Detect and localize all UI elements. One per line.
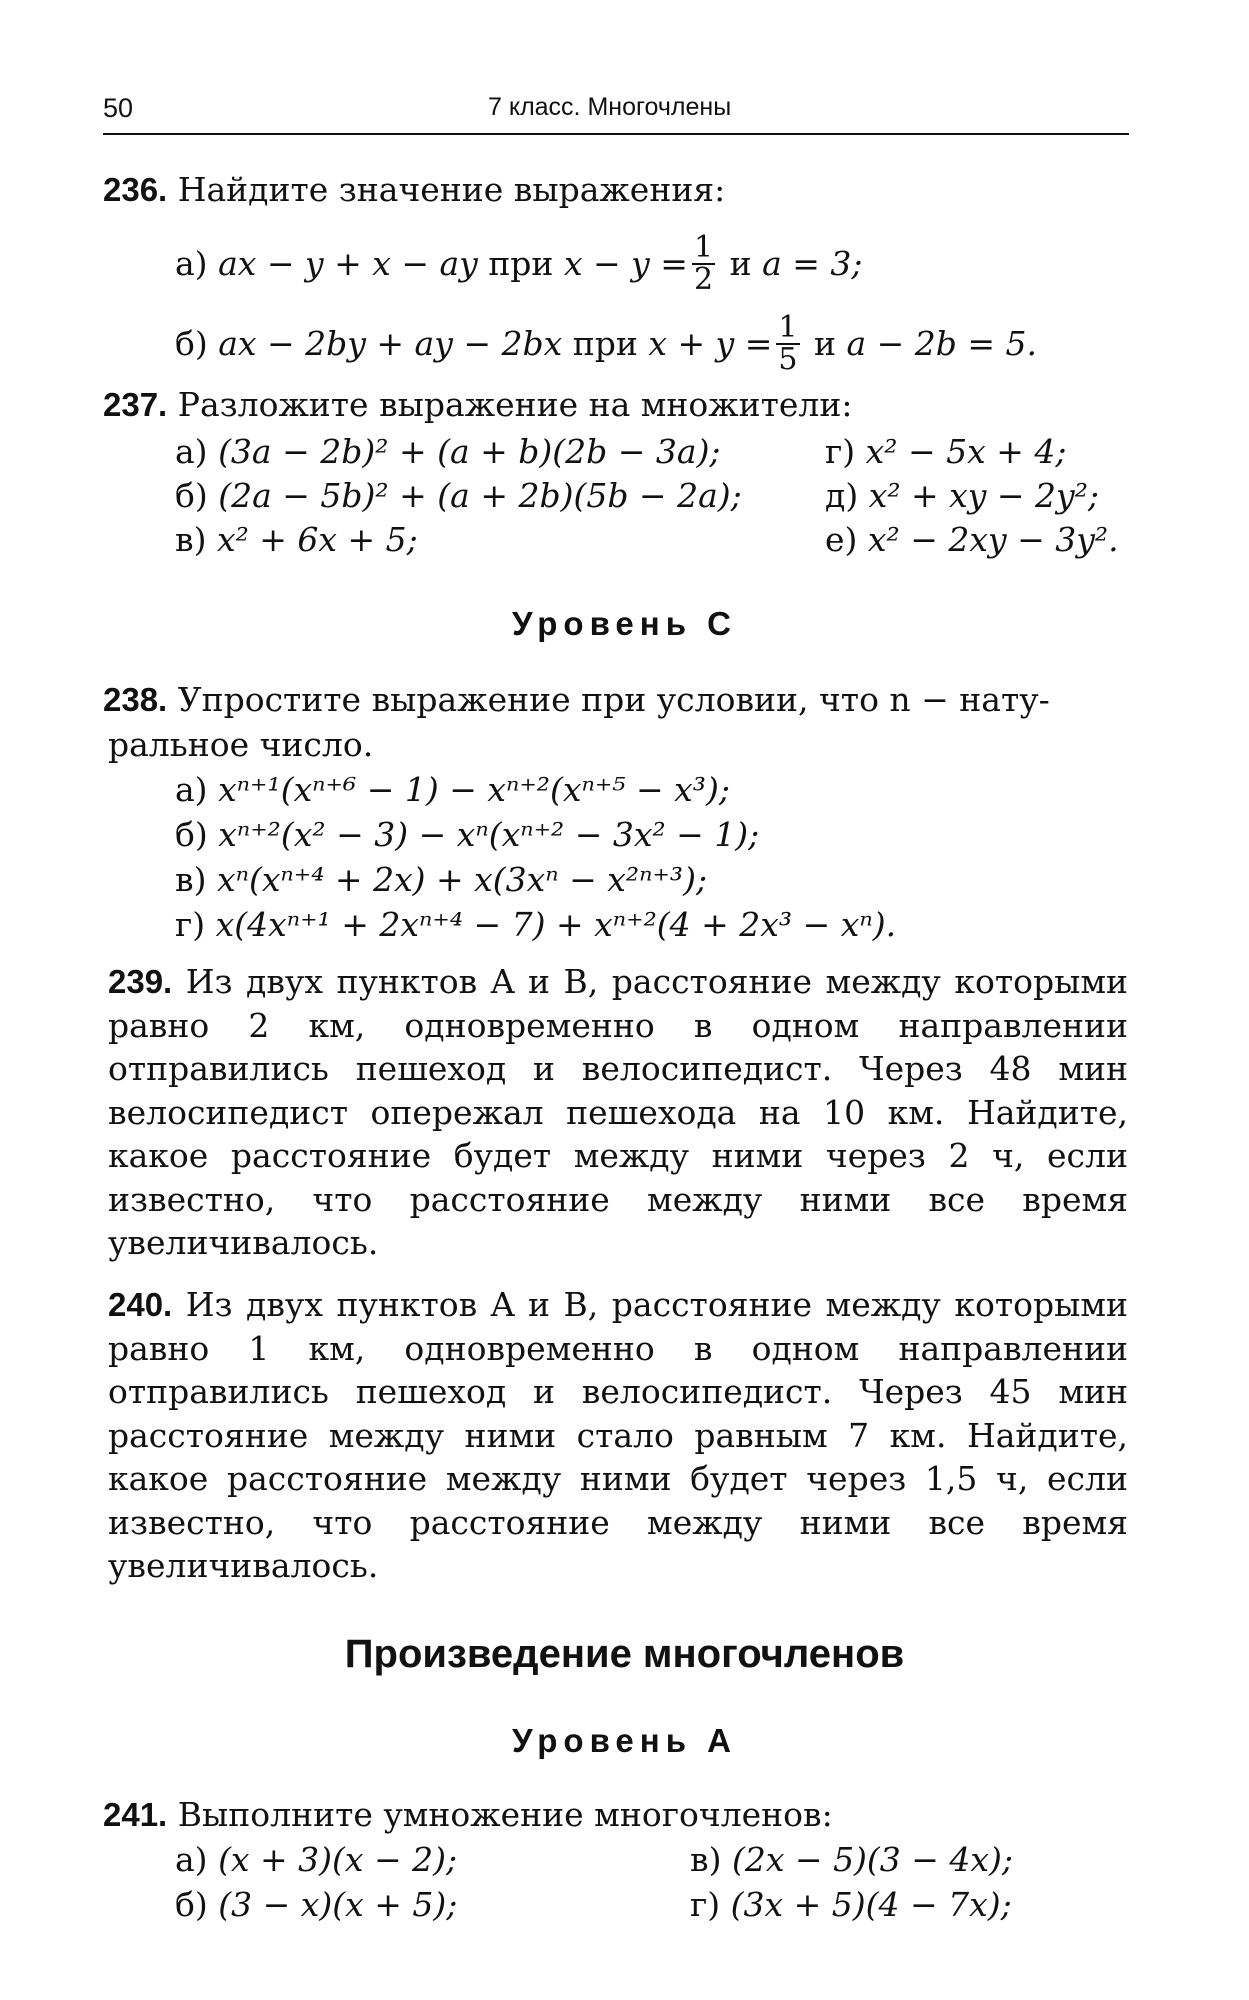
condition-word: при bbox=[488, 244, 554, 283]
fraction-denominator: 5 bbox=[778, 342, 798, 377]
item-label: д) bbox=[825, 476, 859, 515]
item-label: б) bbox=[175, 476, 208, 515]
expression: x² − 5x + 4; bbox=[865, 432, 1067, 471]
problem-238-g bbox=[175, 905, 896, 945]
expression: x² − 2xy − 3y². bbox=[867, 520, 1119, 559]
problem-238-title-cont: ральное число. bbox=[108, 725, 374, 764]
item-label: г) bbox=[175, 905, 206, 944]
problem-238-b bbox=[175, 815, 759, 855]
item-label: в) bbox=[175, 520, 207, 559]
page-header bbox=[103, 93, 1129, 135]
problem-237-e bbox=[825, 520, 1119, 560]
running-title: 7 класс. Многочлены bbox=[488, 93, 732, 121]
item-label: а) bbox=[175, 244, 208, 283]
problem-number: 236. bbox=[103, 171, 168, 208]
item-label: б) bbox=[175, 1885, 208, 1924]
expression: xⁿ⁺¹(xⁿ⁺⁶ − 1) − xⁿ⁺²(xⁿ⁺⁵ − x³); bbox=[218, 770, 730, 809]
page-number: 50 bbox=[103, 93, 134, 123]
problem-title: Упростите выражение при условии, что n − нату- bbox=[177, 680, 1050, 719]
condition-word: при bbox=[572, 324, 638, 363]
item-label: б) bbox=[175, 324, 208, 363]
condition-word: и bbox=[814, 324, 836, 363]
expression: (3x + 5)(4 − 7x); bbox=[730, 1885, 1012, 1924]
condition-expr: x + y = bbox=[648, 324, 773, 363]
problem-241-a bbox=[175, 1840, 457, 1880]
problem-title: Найдите значение выражения: bbox=[177, 170, 726, 209]
item-label: г) bbox=[690, 1885, 721, 1924]
item-label: а) bbox=[175, 1840, 208, 1879]
expression: (3 − x)(x + 5); bbox=[218, 1885, 458, 1924]
item-label: б) bbox=[175, 815, 208, 854]
item-label: г) bbox=[825, 432, 856, 471]
expression: xⁿ(xⁿ⁺⁴ + 2x) + x(3xⁿ − x²ⁿ⁺³); bbox=[216, 860, 708, 899]
problem-241-v bbox=[690, 1840, 1013, 1880]
condition-expr: a − 2b = 5. bbox=[846, 324, 1038, 363]
problem-237-a bbox=[175, 432, 721, 472]
fraction-numerator: 1 bbox=[693, 230, 714, 265]
problem-237-g bbox=[825, 432, 1067, 472]
level-c-heading: Уровень C bbox=[511, 605, 737, 642]
item-label: а) bbox=[175, 770, 208, 809]
expression: (x + 3)(x − 2); bbox=[218, 1840, 458, 1879]
problem-236-title bbox=[103, 170, 725, 210]
problem-number: 240. bbox=[108, 1286, 173, 1323]
problem-title: Разложите выражение на множители: bbox=[177, 385, 853, 424]
fraction bbox=[692, 230, 715, 297]
section-title: Произведение многочленов bbox=[344, 1632, 905, 1676]
problem-number: 241. bbox=[103, 1796, 168, 1833]
fraction bbox=[776, 310, 799, 377]
problem-text: Из двух пунктов A и B, расстояние между которыми равно 1 км, одновременно в одном направлении отправились пешеход и велосипедист. Через 45 мин расстояние между ними стало равным 7 км. Найдите, какое расстояние между ними будет через 1,5 ч, если известно, что расстояние между ними все время увеличивалось. bbox=[108, 1285, 1128, 1585]
problem-239 bbox=[108, 960, 1128, 1265]
problem-237-title bbox=[103, 385, 853, 425]
problem-241-g bbox=[690, 1885, 1012, 1925]
condition-expr: x − y = bbox=[563, 244, 688, 283]
problem-240 bbox=[108, 1283, 1128, 1588]
expression: xⁿ⁺²(x² − 3) − xⁿ(xⁿ⁺² − 3x² − 1); bbox=[218, 815, 760, 854]
expression: ax − y + x − ay bbox=[218, 244, 478, 283]
expression: x² + xy − 2y²; bbox=[868, 476, 1100, 515]
problem-237-d bbox=[825, 476, 1099, 516]
item-label: в) bbox=[690, 1840, 722, 1879]
expression: (3a − 2b)² + (a + b)(2b − 3a); bbox=[218, 432, 721, 471]
condition-word: и bbox=[729, 244, 752, 283]
problem-238-v bbox=[175, 860, 707, 900]
condition-expr: a = 3; bbox=[762, 244, 863, 283]
problem-number: 238. bbox=[103, 681, 168, 718]
expression: x(4xⁿ⁺¹ + 2xⁿ⁺⁴ − 7) + xⁿ⁺²(4 + 2x³ − xⁿ). bbox=[215, 905, 897, 944]
problem-number: 239. bbox=[108, 963, 173, 1000]
problem-number: 237. bbox=[103, 386, 168, 423]
problem-241-b bbox=[175, 1885, 457, 1925]
problem-237-v bbox=[175, 520, 418, 560]
expression: ax − 2by + ay − 2bx bbox=[218, 324, 563, 363]
level-a-heading: Уровень A bbox=[511, 1722, 737, 1759]
item-label: е) bbox=[825, 520, 858, 559]
problem-241-title bbox=[103, 1795, 833, 1835]
problem-text: Из двух пунктов A и B, расстояние между которыми равно 2 км, одновременно в одном направлении отправились пешеход и велосипедист. Через 48 мин велосипедист опережал пешехода на 10 км. Найдите, какое расстояние будет между ними через 2 ч, если известно, что расстояние между ними все время увеличивалось. bbox=[108, 962, 1128, 1262]
expression: (2a − 5b)² + (a + 2b)(5b − 2a); bbox=[218, 476, 742, 515]
item-label: в) bbox=[175, 860, 207, 899]
problem-238-title bbox=[103, 680, 1050, 720]
expression: x² + 6x + 5; bbox=[216, 520, 418, 559]
problem-title: Выполните умножение многочленов: bbox=[177, 1795, 833, 1834]
item-label: а) bbox=[175, 432, 208, 471]
fraction-numerator: 1 bbox=[778, 310, 798, 345]
problem-236-a bbox=[175, 230, 863, 297]
fraction-denominator: 2 bbox=[693, 262, 714, 297]
problem-236-b bbox=[175, 310, 1038, 377]
problem-238-a bbox=[175, 770, 730, 810]
problem-237-b bbox=[175, 476, 742, 516]
expression: (2x − 5)(3 − 4x); bbox=[731, 1840, 1014, 1879]
